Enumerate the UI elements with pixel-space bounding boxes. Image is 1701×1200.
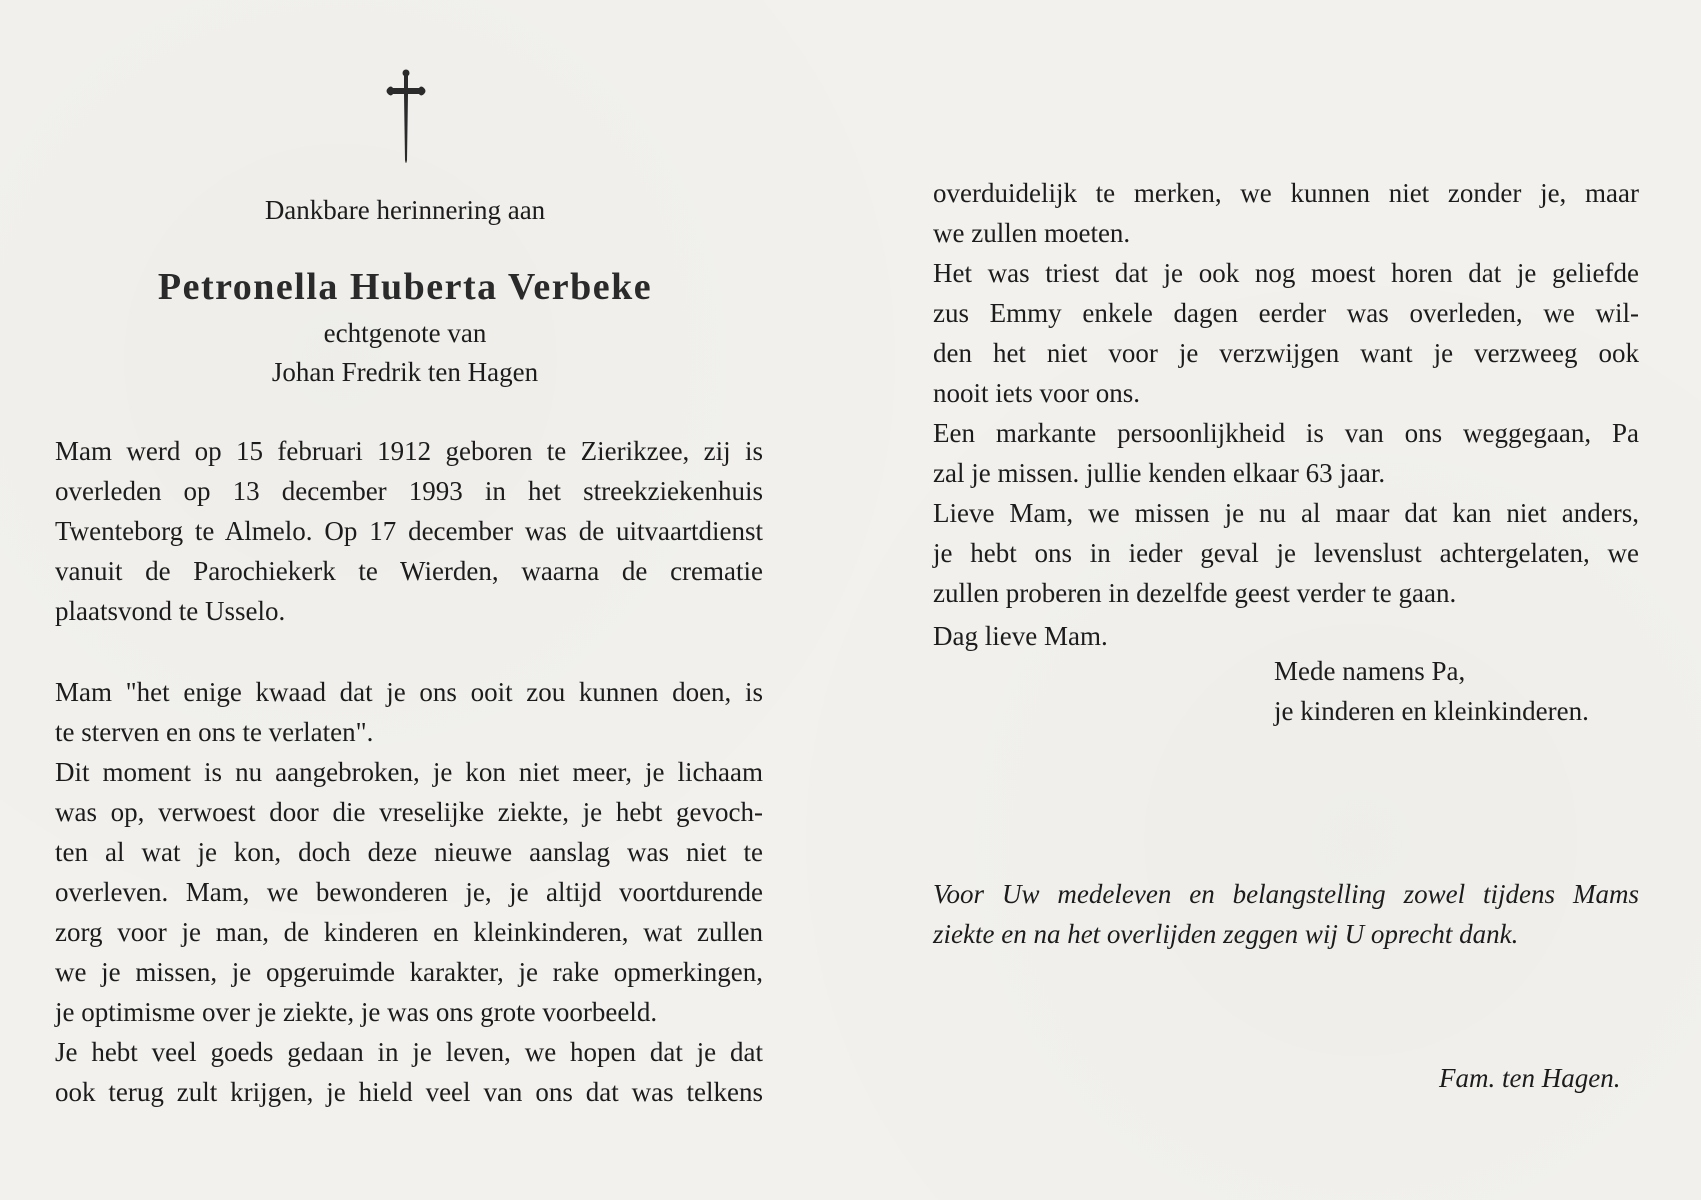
family-signature: Fam. ten Hagen. bbox=[1439, 1063, 1621, 1093]
text-line: overleden op 13 december 1993 in het streekziekenhuis bbox=[55, 476, 763, 506]
left-paragraph-2 bbox=[55, 672, 763, 1112]
text-line: je optimisme over je ziekte, je was ons grote voorbeeld. bbox=[55, 997, 658, 1027]
deceased-name: Petronella Huberta Verbeke bbox=[157, 266, 653, 308]
text-line: ten al wat je kon, doch deze nieuwe aanslag was niet te bbox=[55, 837, 763, 867]
cross-icon bbox=[383, 68, 429, 168]
relation-text: echtgenote van bbox=[323, 318, 487, 348]
text-line: Mam "het enige kwaad dat je ons ooit zou kunnen doen, is bbox=[55, 677, 763, 707]
text-line: te sterven en ons te verlaten". bbox=[55, 717, 374, 747]
text-line: Lieve Mam, we missen je nu al maar dat kan niet anders, bbox=[933, 498, 1639, 528]
text-line: we zullen moeten. bbox=[933, 218, 1131, 248]
thanks-line: Voor Uw medeleven en belangstelling zowel tijdens Mams bbox=[933, 879, 1639, 909]
thanks-line: ziekte en na het overlijden zeggen wij U oprecht dank. bbox=[933, 919, 1519, 949]
text-line: je hebt ons in ieder geval je levenslust achtergelaten, we bbox=[933, 538, 1639, 568]
signoff bbox=[1274, 651, 1589, 731]
intro-text: Dankbare herinnering aan bbox=[264, 195, 546, 225]
right-paragraph-1 bbox=[933, 173, 1639, 613]
text-line: Twenteborg te Almelo. Op 17 december was de uitvaartdienst bbox=[55, 516, 763, 546]
text-line: Een markante persoonlijkheid is van ons weggegaan, Pa bbox=[933, 418, 1639, 448]
left-paragraph-1 bbox=[55, 431, 763, 631]
text-line: we je missen, je opgeruimde karakter, je rake opmerkingen, bbox=[55, 957, 763, 987]
text-line: plaatsvond te Usselo. bbox=[55, 596, 286, 626]
text-line: overduidelijk te merken, we kunnen niet zonder je, maar bbox=[933, 178, 1639, 208]
text-line: Dit moment is nu aangebroken, je kon niet meer, je lichaam bbox=[55, 757, 763, 787]
text-line: overleven. Mam, we bewonderen je, je altijd voortdurende bbox=[55, 877, 763, 907]
text-line: zus Emmy enkele dagen eerder was overleden, we wil- bbox=[933, 298, 1639, 328]
text-line: zal je missen. jullie kenden elkaar 63 jaar. bbox=[933, 458, 1386, 488]
text-line: den het niet voor je verzwijgen want je verzweeg ook bbox=[933, 338, 1639, 368]
thanks-text bbox=[933, 874, 1639, 954]
text-line: vanuit de Parochiekerk te Wierden, waarna de crematie bbox=[55, 556, 763, 586]
text-line: Je hebt veel goeds gedaan in je leven, we hopen dat je dat bbox=[55, 1037, 763, 1067]
farewell-text: Dag lieve Mam. bbox=[933, 621, 1108, 651]
signoff-line: Mede namens Pa, bbox=[1274, 656, 1466, 686]
text-line: ook terug zult krijgen, je hield veel van ons dat was telkens bbox=[55, 1077, 763, 1107]
text-line: zullen proberen in dezelfde geest verder te gaan. bbox=[933, 578, 1457, 608]
text-line: Mam werd op 15 februari 1912 geboren te Zierikzee, zij is bbox=[55, 436, 763, 466]
signoff-line: je kinderen en kleinkinderen. bbox=[1274, 696, 1589, 726]
text-line: zorg voor je man, de kinderen en kleinkinderen, wat zullen bbox=[55, 917, 763, 947]
text-line: nooit iets voor ons. bbox=[933, 378, 1140, 408]
text-line: was op, verwoest door die vreselijke ziekte, je hebt gevoch- bbox=[55, 797, 763, 827]
text-line: Het was triest dat je ook nog moest horen dat je geliefde bbox=[933, 258, 1639, 288]
spouse-name: Johan Fredrik ten Hagen bbox=[271, 357, 539, 387]
